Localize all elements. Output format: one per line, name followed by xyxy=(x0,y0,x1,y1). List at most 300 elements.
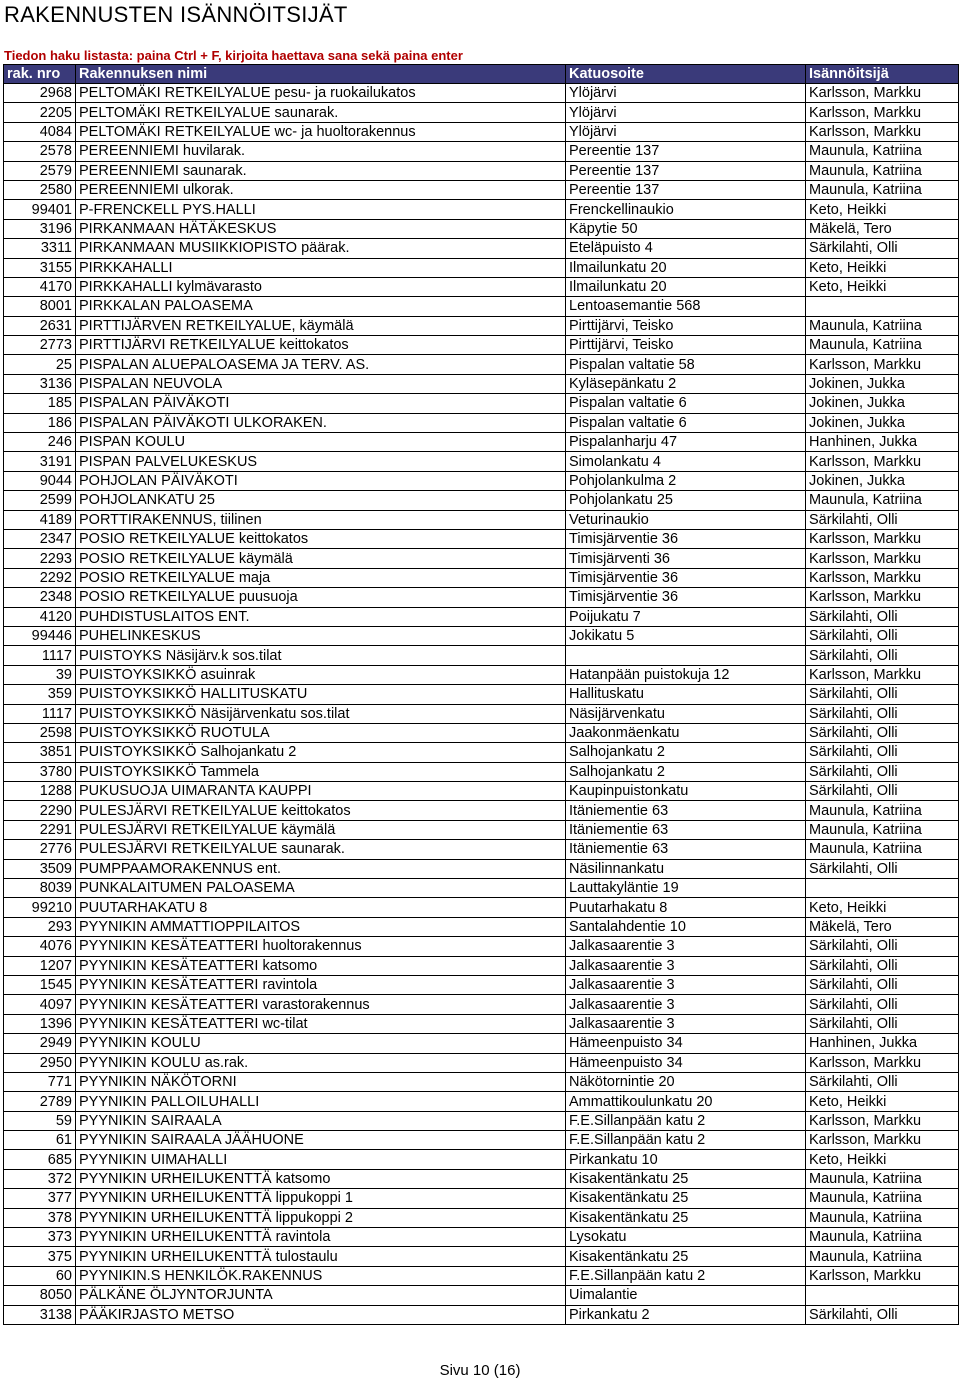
table-row xyxy=(4,898,959,917)
cell-manager: Maunula, Katriina xyxy=(806,1189,959,1208)
table-row xyxy=(4,1131,959,1150)
table-row xyxy=(4,1053,959,1072)
cell-street-address: Jalkasaarentie 3 xyxy=(566,975,806,994)
cell-manager: Karlsson, Markku xyxy=(806,665,959,684)
cell-street-address: Itäniementie 63 xyxy=(566,801,806,820)
cell-manager: Karlsson, Markku xyxy=(806,452,959,471)
table-row xyxy=(4,122,959,141)
cell-street-address: Pereentie 137 xyxy=(566,142,806,161)
table-row xyxy=(4,607,959,626)
cell-street-address: Jalkasaarentie 3 xyxy=(566,1014,806,1033)
cell-street-address xyxy=(566,646,806,665)
cell-manager: Maunula, Katriina xyxy=(806,1208,959,1227)
cell-building-number: 2950 xyxy=(4,1053,76,1072)
table-row xyxy=(4,297,959,316)
cell-building-name: PUISTOYKSIKKÖ Tammela xyxy=(76,762,566,781)
table-row xyxy=(4,161,959,180)
cell-building-number: 9044 xyxy=(4,471,76,490)
cell-manager: Karlsson, Markku xyxy=(806,568,959,587)
cell-building-name: PEREENNIEMI huvilarak. xyxy=(76,142,566,161)
cell-building-number: 2348 xyxy=(4,588,76,607)
cell-manager: Särkilahti, Olli xyxy=(806,956,959,975)
cell-building-name: PIRKANMAAN HÄTÄKESKUS xyxy=(76,219,566,238)
cell-street-address: Näsilinnankatu xyxy=(566,859,806,878)
cell-building-number: 99446 xyxy=(4,626,76,645)
table-row xyxy=(4,743,959,762)
table-row xyxy=(4,665,959,684)
cell-building-number: 771 xyxy=(4,1072,76,1091)
cell-building-number: 2773 xyxy=(4,336,76,355)
cell-street-address: Ilmailunkatu 20 xyxy=(566,277,806,296)
cell-building-number: 3311 xyxy=(4,239,76,258)
table-row xyxy=(4,471,959,490)
cell-building-name: PYYNIKIN KESÄTEATTERI katsomo xyxy=(76,956,566,975)
cell-street-address: Itäniementie 63 xyxy=(566,840,806,859)
table-row xyxy=(4,1305,959,1324)
cell-building-number: 25 xyxy=(4,355,76,374)
cell-manager: Särkilahti, Olli xyxy=(806,937,959,956)
table-row xyxy=(4,704,959,723)
cell-building-number: 3138 xyxy=(4,1305,76,1324)
cell-manager: Maunula, Katriina xyxy=(806,1228,959,1247)
cell-building-name: PUHELINKESKUS xyxy=(76,626,566,645)
cell-building-number: 246 xyxy=(4,433,76,452)
cell-street-address: Kisakentänkatu 25 xyxy=(566,1208,806,1227)
table-row xyxy=(4,1208,959,1227)
cell-building-name: PYYNIKIN URHEILUKENTTÄ ravintola xyxy=(76,1228,566,1247)
cell-building-name: PISPAN KOULU xyxy=(76,433,566,452)
cell-building-number: 60 xyxy=(4,1266,76,1285)
cell-building-number: 2578 xyxy=(4,142,76,161)
table-row xyxy=(4,1228,959,1247)
table-row xyxy=(4,1034,959,1053)
cell-building-name: PYYNIKIN URHEILUKENTTÄ lippukoppi 2 xyxy=(76,1208,566,1227)
table-row xyxy=(4,879,959,898)
cell-manager: Maunula, Katriina xyxy=(806,1169,959,1188)
cell-street-address: F.E.Sillanpään katu 2 xyxy=(566,1111,806,1130)
cell-building-number: 99401 xyxy=(4,200,76,219)
cell-street-address: Poijukatu 7 xyxy=(566,607,806,626)
table-row xyxy=(4,1247,959,1266)
cell-street-address: Kaupinpuistonkatu xyxy=(566,782,806,801)
table-row xyxy=(4,452,959,471)
cell-building-number: 2291 xyxy=(4,820,76,839)
cell-building-number: 61 xyxy=(4,1131,76,1150)
cell-building-name: PULESJÄRVI RETKEILYALUE keittokatos xyxy=(76,801,566,820)
table-row xyxy=(4,549,959,568)
cell-building-name: PYYNIKIN KOULU as.rak. xyxy=(76,1053,566,1072)
cell-building-name: PUNKALAITUMEN PALOASEMA xyxy=(76,879,566,898)
table-row xyxy=(4,859,959,878)
cell-manager: Mäkelä, Tero xyxy=(806,917,959,936)
cell-street-address: Veturinaukio xyxy=(566,510,806,529)
cell-manager: Särkilahti, Olli xyxy=(806,859,959,878)
cell-building-name: PIRKKAHALLI xyxy=(76,258,566,277)
cell-building-name: PUISTOYKSIKKÖ asuinrak xyxy=(76,665,566,684)
cell-building-number: 1545 xyxy=(4,975,76,994)
cell-street-address: Ilmailunkatu 20 xyxy=(566,258,806,277)
cell-street-address: Uimalantie xyxy=(566,1286,806,1305)
cell-building-number: 1117 xyxy=(4,646,76,665)
cell-building-number: 2949 xyxy=(4,1034,76,1053)
cell-building-number: 373 xyxy=(4,1228,76,1247)
cell-manager: Jokinen, Jukka xyxy=(806,394,959,413)
cell-street-address: Pispalanharju 47 xyxy=(566,433,806,452)
table-row xyxy=(4,975,959,994)
cell-building-name: PIRTTIJÄRVI RETKEILYALUE keittokatos xyxy=(76,336,566,355)
cell-manager: Hanhinen, Jukka xyxy=(806,1034,959,1053)
cell-street-address: Jaakonmäenkatu xyxy=(566,723,806,742)
cell-building-number: 2776 xyxy=(4,840,76,859)
cell-street-address: Lentoasemantie 568 xyxy=(566,297,806,316)
cell-street-address: Hatanpään puistokuja 12 xyxy=(566,665,806,684)
table-row xyxy=(4,588,959,607)
table-row xyxy=(4,840,959,859)
cell-manager: Jokinen, Jukka xyxy=(806,471,959,490)
table-row xyxy=(4,1266,959,1285)
cell-manager: Maunula, Katriina xyxy=(806,336,959,355)
table-row xyxy=(4,180,959,199)
cell-building-name: PYYNIKIN NÄKÖTORNI xyxy=(76,1072,566,1091)
cell-street-address: Kisakentänkatu 25 xyxy=(566,1189,806,1208)
cell-building-name: PISPAN PALVELUKESKUS xyxy=(76,452,566,471)
cell-street-address: Lysokatu xyxy=(566,1228,806,1247)
cell-building-number: 8050 xyxy=(4,1286,76,1305)
cell-building-number: 2579 xyxy=(4,161,76,180)
cell-building-number: 4189 xyxy=(4,510,76,529)
cell-building-name: PYYNIKIN AMMATTIOPPILAITOS xyxy=(76,917,566,936)
cell-building-number: 4097 xyxy=(4,995,76,1014)
cell-street-address: Timisjärventie 36 xyxy=(566,529,806,548)
cell-building-number: 2631 xyxy=(4,316,76,335)
cell-building-number: 2598 xyxy=(4,723,76,742)
cell-building-name: PUISTOYKSIKKÖ Näsijärvenkatu sos.tilat xyxy=(76,704,566,723)
cell-street-address: Käpytie 50 xyxy=(566,219,806,238)
cell-street-address: Pereentie 137 xyxy=(566,180,806,199)
cell-manager: Karlsson, Markku xyxy=(806,549,959,568)
cell-building-name: PUHDISTUSLAITOS ENT. xyxy=(76,607,566,626)
cell-street-address: Kisakentänkatu 25 xyxy=(566,1169,806,1188)
table-row xyxy=(4,995,959,1014)
cell-building-name: PUISTOYKSIKKÖ RUOTULA xyxy=(76,723,566,742)
cell-street-address: Timisjärventie 36 xyxy=(566,568,806,587)
cell-manager: Keto, Heikki xyxy=(806,200,959,219)
table-row xyxy=(4,355,959,374)
cell-manager: Särkilahti, Olli xyxy=(806,1305,959,1324)
cell-building-name: PYYNIKIN KESÄTEATTERI huoltorakennus xyxy=(76,937,566,956)
table-row xyxy=(4,491,959,510)
cell-building-name: PEREENNIEMI saunarak. xyxy=(76,161,566,180)
cell-street-address: Jalkasaarentie 3 xyxy=(566,956,806,975)
table-row xyxy=(4,568,959,587)
cell-manager: Keto, Heikki xyxy=(806,258,959,277)
cell-manager: Karlsson, Markku xyxy=(806,1111,959,1130)
cell-manager: Maunula, Katriina xyxy=(806,316,959,335)
table-row xyxy=(4,956,959,975)
cell-building-name: PUISTOYKSIKKÖ Salhojankatu 2 xyxy=(76,743,566,762)
cell-manager xyxy=(806,297,959,316)
cell-building-name: PISPALAN PÄIVÄKOTI xyxy=(76,394,566,413)
cell-building-name: PYYNIKIN KESÄTEATTERI ravintola xyxy=(76,975,566,994)
cell-manager: Hanhinen, Jukka xyxy=(806,433,959,452)
table-row xyxy=(4,1286,959,1305)
cell-building-name: PIRKKAHALLI kylmävarasto xyxy=(76,277,566,296)
cell-building-name: POHJOLANKATU 25 xyxy=(76,491,566,510)
table-row xyxy=(4,1092,959,1111)
cell-building-number: 359 xyxy=(4,685,76,704)
cell-building-number: 3196 xyxy=(4,219,76,238)
cell-street-address: Itäniementie 63 xyxy=(566,820,806,839)
cell-manager: Maunula, Katriina xyxy=(806,180,959,199)
cell-building-name: PYYNIKIN URHEILUKENTTÄ katsomo xyxy=(76,1169,566,1188)
cell-manager: Jokinen, Jukka xyxy=(806,413,959,432)
table-row xyxy=(4,529,959,548)
table-row xyxy=(4,1072,959,1091)
cell-street-address: Timisjärventie 36 xyxy=(566,588,806,607)
column-header-number: rak. nro xyxy=(4,65,76,84)
table-row xyxy=(4,84,959,103)
cell-street-address: Ammattikoulunkatu 20 xyxy=(566,1092,806,1111)
cell-building-number: 4084 xyxy=(4,122,76,141)
table-row xyxy=(4,277,959,296)
column-header-address: Katuosoite xyxy=(566,65,806,84)
cell-building-name: PYYNIKIN KESÄTEATTERI varastorakennus xyxy=(76,995,566,1014)
cell-manager: Maunula, Katriina xyxy=(806,840,959,859)
cell-building-number: 99210 xyxy=(4,898,76,917)
cell-street-address: Kisakentänkatu 25 xyxy=(566,1247,806,1266)
cell-building-name: PUKUSUOJA UIMARANTA KAUPPI xyxy=(76,782,566,801)
cell-manager: Särkilahti, Olli xyxy=(806,607,959,626)
cell-building-name: PUUTARHAKATU 8 xyxy=(76,898,566,917)
table-row xyxy=(4,782,959,801)
cell-building-number: 2292 xyxy=(4,568,76,587)
table-row xyxy=(4,917,959,936)
cell-street-address: Jalkasaarentie 3 xyxy=(566,937,806,956)
cell-street-address: Ylöjärvi xyxy=(566,84,806,103)
cell-street-address: Simolankatu 4 xyxy=(566,452,806,471)
cell-street-address: Hallituskatu xyxy=(566,685,806,704)
cell-manager: Keto, Heikki xyxy=(806,1150,959,1169)
cell-street-address: Pispalan valtatie 6 xyxy=(566,413,806,432)
cell-building-name: PUISTOYKSIKKÖ HALLITUSKATU xyxy=(76,685,566,704)
cell-building-number: 3851 xyxy=(4,743,76,762)
cell-building-name: PÄÄKIRJASTO METSO xyxy=(76,1305,566,1324)
cell-building-name: PISPALAN ALUEPALOASEMA JA TERV. AS. xyxy=(76,355,566,374)
table-row xyxy=(4,219,959,238)
cell-building-number: 3509 xyxy=(4,859,76,878)
cell-street-address: Kyläsepänkatu 2 xyxy=(566,374,806,393)
table-row xyxy=(4,626,959,645)
cell-manager: Karlsson, Markku xyxy=(806,1266,959,1285)
cell-manager: Maunula, Katriina xyxy=(806,142,959,161)
table-row xyxy=(4,336,959,355)
table-row xyxy=(4,1169,959,1188)
cell-manager: Särkilahti, Olli xyxy=(806,995,959,1014)
cell-manager xyxy=(806,879,959,898)
search-hint: Tiedon haku listasta: paina Ctrl + F, kirjoita haettava sana sekä paina enter xyxy=(4,48,463,63)
cell-building-name: PELTOMÄKI RETKEILYALUE pesu- ja ruokailukatos xyxy=(76,84,566,103)
table-row xyxy=(4,316,959,335)
cell-building-number: 685 xyxy=(4,1150,76,1169)
cell-building-name: PUISTOYKS Näsijärv.k sos.tilat xyxy=(76,646,566,665)
cell-manager: Karlsson, Markku xyxy=(806,1131,959,1150)
cell-building-name: PYYNIKIN UIMAHALLI xyxy=(76,1150,566,1169)
cell-manager: Maunula, Katriina xyxy=(806,491,959,510)
table-row xyxy=(4,200,959,219)
cell-manager: Karlsson, Markku xyxy=(806,122,959,141)
table-row xyxy=(4,820,959,839)
cell-manager: Särkilahti, Olli xyxy=(806,646,959,665)
cell-street-address: Hämeenpuisto 34 xyxy=(566,1034,806,1053)
cell-building-number: 2599 xyxy=(4,491,76,510)
cell-manager: Maunula, Katriina xyxy=(806,161,959,180)
table-row xyxy=(4,762,959,781)
table-row xyxy=(4,103,959,122)
cell-building-name: PYYNIKIN.S HENKILÖK.RAKENNUS xyxy=(76,1266,566,1285)
cell-manager: Särkilahti, Olli xyxy=(806,1014,959,1033)
cell-building-name: PYYNIKIN SAIRAALA xyxy=(76,1111,566,1130)
cell-building-number: 2205 xyxy=(4,103,76,122)
cell-manager: Karlsson, Markku xyxy=(806,103,959,122)
cell-street-address: Santalahdentie 10 xyxy=(566,917,806,936)
cell-building-name: PUMPPAAMORAKENNUS ent. xyxy=(76,859,566,878)
cell-street-address: Ylöjärvi xyxy=(566,122,806,141)
cell-street-address: Pirttijärvi, Teisko xyxy=(566,316,806,335)
cell-manager: Särkilahti, Olli xyxy=(806,782,959,801)
cell-manager: Karlsson, Markku xyxy=(806,529,959,548)
cell-street-address: Pirkankatu 2 xyxy=(566,1305,806,1324)
cell-manager: Särkilahti, Olli xyxy=(806,723,959,742)
cell-building-number: 3136 xyxy=(4,374,76,393)
cell-street-address: F.E.Sillanpään katu 2 xyxy=(566,1131,806,1150)
cell-manager: Keto, Heikki xyxy=(806,277,959,296)
cell-building-name: PISPALAN NEUVOLA xyxy=(76,374,566,393)
cell-manager: Särkilahti, Olli xyxy=(806,510,959,529)
cell-street-address: Salhojankatu 2 xyxy=(566,743,806,762)
cell-street-address: Hämeenpuisto 34 xyxy=(566,1053,806,1072)
cell-building-number: 372 xyxy=(4,1169,76,1188)
cell-building-name: P-FRENCKELL PYS.HALLI xyxy=(76,200,566,219)
cell-building-number: 1288 xyxy=(4,782,76,801)
cell-building-number: 3191 xyxy=(4,452,76,471)
table-row xyxy=(4,1014,959,1033)
table-row xyxy=(4,258,959,277)
cell-manager: Karlsson, Markku xyxy=(806,1053,959,1072)
cell-street-address: F.E.Sillanpään katu 2 xyxy=(566,1266,806,1285)
cell-street-address: Jalkasaarentie 3 xyxy=(566,995,806,1014)
cell-building-number: 3155 xyxy=(4,258,76,277)
cell-building-name: POSIO RETKEILYALUE keittokatos xyxy=(76,529,566,548)
cell-street-address: Puutarhakatu 8 xyxy=(566,898,806,917)
cell-manager: Särkilahti, Olli xyxy=(806,975,959,994)
cell-street-address: Pereentie 137 xyxy=(566,161,806,180)
cell-building-name: PYYNIKIN KOULU xyxy=(76,1034,566,1053)
cell-street-address: Ylöjärvi xyxy=(566,103,806,122)
cell-building-name: POSIO RETKEILYALUE puusuoja xyxy=(76,588,566,607)
cell-building-number: 2968 xyxy=(4,84,76,103)
cell-street-address: Pirkankatu 10 xyxy=(566,1150,806,1169)
cell-building-number: 2293 xyxy=(4,549,76,568)
cell-building-name: PELTOMÄKI RETKEILYALUE wc- ja huoltorakennus xyxy=(76,122,566,141)
table-row xyxy=(4,433,959,452)
cell-building-number: 1207 xyxy=(4,956,76,975)
cell-building-name: PISPALAN PÄIVÄKOTI ULKORAKEN. xyxy=(76,413,566,432)
cell-street-address: Pohjolankulma 2 xyxy=(566,471,806,490)
cell-street-address: Näkötornintie 20 xyxy=(566,1072,806,1091)
table-row xyxy=(4,937,959,956)
buildings-table xyxy=(3,64,959,1325)
cell-building-name: POHJOLAN PÄIVÄKOTI xyxy=(76,471,566,490)
cell-manager: Maunula, Katriina xyxy=(806,820,959,839)
cell-street-address: Pohjolankatu 25 xyxy=(566,491,806,510)
cell-manager: Maunula, Katriina xyxy=(806,1247,959,1266)
cell-street-address: Jokikatu 5 xyxy=(566,626,806,645)
table-row xyxy=(4,374,959,393)
table-row xyxy=(4,801,959,820)
cell-manager: Mäkelä, Tero xyxy=(806,219,959,238)
cell-building-number: 375 xyxy=(4,1247,76,1266)
table-row xyxy=(4,142,959,161)
cell-building-number: 3780 xyxy=(4,762,76,781)
table-row xyxy=(4,1111,959,1130)
cell-building-name: PULESJÄRVI RETKEILYALUE saunarak. xyxy=(76,840,566,859)
table-body xyxy=(4,84,959,1325)
cell-street-address: Eteläpuisto 4 xyxy=(566,239,806,258)
cell-manager: Särkilahti, Olli xyxy=(806,704,959,723)
cell-manager: Karlsson, Markku xyxy=(806,588,959,607)
table-row xyxy=(4,394,959,413)
column-header-manager: Isännöitsijä xyxy=(806,65,959,84)
cell-building-number: 378 xyxy=(4,1208,76,1227)
cell-street-address: Frenckellinaukio xyxy=(566,200,806,219)
cell-building-name: PIRTTIJÄRVEN RETKEILYALUE, käymälä xyxy=(76,316,566,335)
table-row xyxy=(4,646,959,665)
cell-building-name: POSIO RETKEILYALUE maja xyxy=(76,568,566,587)
cell-manager: Keto, Heikki xyxy=(806,1092,959,1111)
cell-manager: Särkilahti, Olli xyxy=(806,1072,959,1091)
cell-building-name: PYYNIKIN URHEILUKENTTÄ tulostaulu xyxy=(76,1247,566,1266)
page-title: RAKENNUSTEN ISÄNNÖITSIJÄT xyxy=(4,2,348,27)
cell-building-name: POSIO RETKEILYALUE käymälä xyxy=(76,549,566,568)
cell-building-number: 293 xyxy=(4,917,76,936)
cell-street-address: Pirttijärvi, Teisko xyxy=(566,336,806,355)
page-number: Sivu 10 (16) xyxy=(439,1362,521,1379)
cell-manager: Keto, Heikki xyxy=(806,898,959,917)
cell-building-number: 8001 xyxy=(4,297,76,316)
cell-manager: Särkilahti, Olli xyxy=(806,626,959,645)
cell-building-number: 4120 xyxy=(4,607,76,626)
cell-building-number: 186 xyxy=(4,413,76,432)
table-row xyxy=(4,510,959,529)
table-row xyxy=(4,413,959,432)
cell-street-address: Pispalan valtatie 58 xyxy=(566,355,806,374)
cell-building-number: 8039 xyxy=(4,879,76,898)
cell-building-number: 2290 xyxy=(4,801,76,820)
cell-manager: Maunula, Katriina xyxy=(806,801,959,820)
cell-street-address: Näsijärvenkatu xyxy=(566,704,806,723)
cell-manager: Jokinen, Jukka xyxy=(806,374,959,393)
cell-building-number: 2347 xyxy=(4,529,76,548)
cell-manager: Särkilahti, Olli xyxy=(806,239,959,258)
cell-building-number: 2580 xyxy=(4,180,76,199)
cell-street-address: Lauttakyläntie 19 xyxy=(566,879,806,898)
cell-building-number: 1396 xyxy=(4,1014,76,1033)
table-row xyxy=(4,723,959,742)
cell-building-number: 4170 xyxy=(4,277,76,296)
cell-building-name: PÄLKÄNE ÖLJYNTORJUNTA xyxy=(76,1286,566,1305)
cell-manager: Karlsson, Markku xyxy=(806,355,959,374)
cell-building-number: 2789 xyxy=(4,1092,76,1111)
